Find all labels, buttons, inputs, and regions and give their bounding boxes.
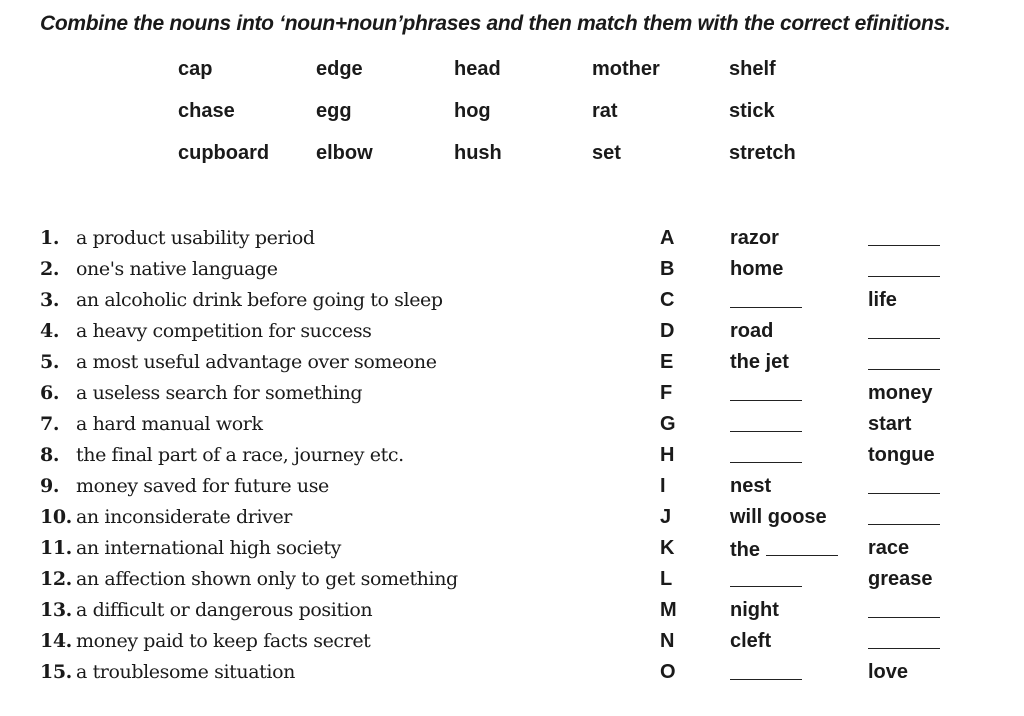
answer-blank[interactable] (730, 413, 802, 432)
answer-blank[interactable] (766, 537, 838, 556)
answer-letter: I (660, 475, 666, 497)
noun-word: elbow (316, 142, 373, 164)
answer-blank[interactable] (868, 599, 940, 618)
definition-text: an inconsiderate driver (76, 506, 292, 528)
phrase-part-after: love (868, 661, 909, 683)
answer-blank[interactable] (868, 258, 940, 277)
answer-letter: K (660, 537, 675, 559)
definition-item (40, 413, 263, 444)
phrase-part-after: grease (868, 568, 933, 590)
noun-word: cupboard (178, 142, 270, 164)
phrase-part-after (868, 258, 940, 283)
phrase-part-after: start (868, 413, 912, 435)
answer-letter: H (660, 444, 675, 466)
definition-item (40, 599, 373, 630)
noun-word: hush (454, 142, 502, 164)
definition-text: a heavy competition for success (76, 320, 372, 342)
noun-word: rat (592, 100, 618, 122)
answer-letter: A (660, 227, 675, 249)
definition-text: an alcoholic drink before going to sleep (76, 289, 443, 311)
phrase-part-before: will goose (730, 506, 827, 528)
answer-blank[interactable] (868, 227, 940, 246)
definition-number: 8. (40, 444, 60, 466)
answer-letter: F (660, 382, 673, 404)
phrase-part-before (730, 661, 802, 686)
noun-word: shelf (729, 58, 776, 80)
definition-item (40, 506, 292, 537)
definition-text: one's native language (76, 258, 278, 280)
phrase-part-before (730, 444, 802, 469)
definition-item (40, 475, 329, 506)
instructions-title: Combine the nouns into ‘noun+noun’phrases and then match them with the correct efinitions. (40, 12, 951, 35)
definition-number: 6. (40, 382, 60, 404)
definition-text: an international high society (76, 537, 341, 559)
noun-word: chase (178, 100, 235, 122)
definition-number: 11. (40, 537, 72, 559)
noun-word: mother (592, 58, 660, 80)
answer-blank[interactable] (730, 382, 802, 401)
phrase-part-before: cleft (730, 630, 772, 652)
definition-text: a most useful advantage over someone (76, 351, 437, 373)
definition-item (40, 351, 437, 382)
answer-blank[interactable] (730, 568, 802, 587)
phrase-part-before (730, 289, 802, 314)
phrase-part-after (868, 630, 940, 655)
answer-letter: E (660, 351, 674, 373)
answer-letter: J (660, 506, 672, 528)
answer-letter: G (660, 413, 676, 435)
phrase-part-before: the jet (730, 351, 789, 373)
definition-number: 15. (40, 661, 72, 683)
definition-text: a product usability period (76, 227, 315, 249)
phrase-part-after: money (868, 382, 933, 404)
phrase-part-after (868, 320, 940, 345)
noun-word: stick (729, 100, 775, 122)
phrase-part-before: home (730, 258, 784, 280)
phrase-part-after: race (868, 537, 910, 559)
definition-item (40, 630, 371, 661)
noun-word: head (454, 58, 501, 80)
phrase-part-after (868, 351, 940, 376)
definition-text: the final part of a race, journey etc. (76, 444, 404, 466)
definition-item (40, 444, 404, 475)
noun-word: cap (178, 58, 213, 80)
answer-blank[interactable] (868, 506, 940, 525)
definition-text: a useless search for something (76, 382, 363, 404)
phrase-part-before (730, 568, 802, 593)
definition-item (40, 289, 443, 320)
answer-blank[interactable] (868, 351, 940, 370)
phrase-part-after: life (868, 289, 897, 311)
answer-blank[interactable] (730, 289, 802, 308)
noun-word: set (592, 142, 621, 164)
answer-letter: B (660, 258, 675, 280)
definition-text: money paid to keep facts secret (76, 630, 371, 652)
definition-number: 3. (40, 289, 60, 311)
definition-item (40, 568, 458, 599)
definition-number: 13. (40, 599, 72, 621)
answer-letter: D (660, 320, 675, 342)
definition-number: 12. (40, 568, 72, 590)
noun-word: egg (316, 100, 352, 122)
phrase-part-before: razor (730, 227, 779, 249)
definition-text: an affection shown only to get something (76, 568, 458, 590)
answer-blank[interactable] (868, 475, 940, 494)
noun-word: edge (316, 58, 363, 80)
phrase-part-after: tongue (868, 444, 935, 466)
definition-item (40, 661, 295, 692)
answer-blank[interactable] (868, 320, 940, 339)
noun-word: stretch (729, 142, 796, 164)
definition-item (40, 382, 363, 413)
definition-number: 4. (40, 320, 60, 342)
phrase-part-before: the (730, 537, 838, 562)
definition-text: a hard manual work (76, 413, 263, 435)
answer-letter: M (660, 599, 677, 621)
phrase-part-after (868, 599, 940, 624)
definitions-list (40, 227, 458, 692)
phrase-part-before: road (730, 320, 774, 342)
answer-letter: C (660, 289, 675, 311)
definition-item (40, 537, 341, 568)
phrase-part-after (868, 227, 940, 252)
definition-item (40, 320, 372, 351)
definition-item (40, 227, 315, 258)
definition-text: money saved for future use (76, 475, 329, 497)
phrase-part-after (868, 506, 940, 531)
definition-number: 9. (40, 475, 60, 497)
phrase-part-before (730, 382, 802, 407)
definition-number: 14. (40, 630, 72, 652)
answer-letter: O (660, 661, 676, 683)
noun-word: hog (454, 100, 491, 122)
definition-number: 2. (40, 258, 60, 280)
answer-blank[interactable] (868, 630, 940, 649)
answer-blank[interactable] (730, 661, 802, 680)
definition-text: a troublesome situation (76, 661, 295, 683)
answer-blank[interactable] (730, 444, 802, 463)
definition-number: 1. (40, 227, 60, 249)
phrase-part-before: night (730, 599, 779, 621)
phrase-part-after (868, 475, 940, 500)
definition-number: 10. (40, 506, 72, 528)
phrase-part-before (730, 413, 802, 438)
answer-letter: L (660, 568, 673, 590)
definition-text: a difficult or dangerous position (76, 599, 373, 621)
answer-letter: N (660, 630, 675, 652)
definition-number: 7. (40, 413, 60, 435)
phrase-part-before: nest (730, 475, 772, 497)
definition-item (40, 258, 278, 289)
definition-number: 5. (40, 351, 60, 373)
